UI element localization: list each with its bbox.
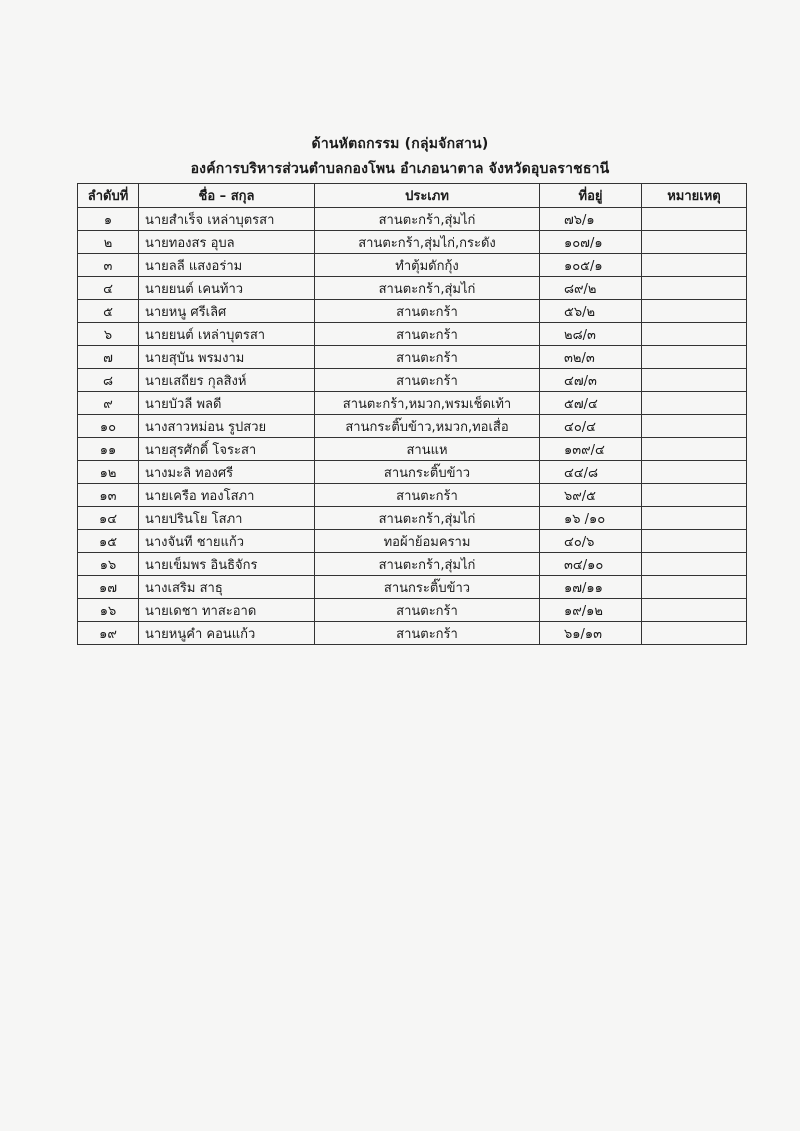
header-address: ที่อยู่ — [540, 184, 642, 208]
cell-address: ๑๙/๑๒ — [540, 599, 642, 622]
table-row — [78, 461, 747, 484]
cell-index: ๑๓ — [78, 484, 139, 507]
cell-name: นายหนูคำ คอนแก้ว — [139, 622, 315, 645]
cell-index: ๑๗ — [78, 576, 139, 599]
cell-address: ๑๖ /๑๐ — [540, 507, 642, 530]
table-row — [78, 254, 747, 277]
document-subtitle: องค์การบริหารส่วนตำบลกองโพน อำเภอนาตาล จังหวัดอุบลราชธานี — [190, 161, 610, 177]
table-row — [78, 438, 747, 461]
cell-type: สานตะกร้า,สุ่มไก่ — [315, 553, 540, 576]
header-type: ประเภท — [315, 184, 540, 208]
cell-address: ๔๐/๖ — [540, 530, 642, 553]
cell-address: ๗๖/๑ — [540, 208, 642, 231]
cell-note — [642, 208, 747, 231]
table-row — [78, 599, 747, 622]
table-row — [78, 415, 747, 438]
cell-index: ๕ — [78, 300, 139, 323]
cell-name: นายบัวลี พลดี — [139, 392, 315, 415]
cell-type: สานกระติ๊บข้าว — [315, 461, 540, 484]
cell-note — [642, 369, 747, 392]
cell-index: ๖ — [78, 323, 139, 346]
table-row — [78, 553, 747, 576]
cell-index: ๑๖ — [78, 553, 139, 576]
cell-name: นายสุรศักดิ์ โจระสา — [139, 438, 315, 461]
cell-type: สานตะกร้า — [315, 323, 540, 346]
cell-name: นายหนู ศรีเลิศ — [139, 300, 315, 323]
cell-type: สานกระติ๊บข้าว — [315, 576, 540, 599]
header-note: หมายเหตุ — [642, 184, 747, 208]
cell-address: ๑๐๗/๑ — [540, 231, 642, 254]
cell-type: สานตะกร้า — [315, 346, 540, 369]
cell-note — [642, 231, 747, 254]
table-row — [78, 231, 747, 254]
cell-index: ๒ — [78, 231, 139, 254]
cell-address: ๑๐๕/๑ — [540, 254, 642, 277]
cell-type: สานตะกร้า — [315, 622, 540, 645]
cell-note — [642, 300, 747, 323]
cell-index: ๑๐ — [78, 415, 139, 438]
cell-name: นายเสถียร กุลสิงห์ — [139, 369, 315, 392]
cell-type: สานตะกร้า — [315, 599, 540, 622]
cell-name: นายปรินโย โสภา — [139, 507, 315, 530]
table-row — [78, 346, 747, 369]
cell-index: ๑๒ — [78, 461, 139, 484]
document-title: ด้านหัตถกรรม (กลุ่มจักสาน) — [311, 136, 489, 152]
cell-address: ๕๗/๔ — [540, 392, 642, 415]
cell-address: ๑๓๙/๔ — [540, 438, 642, 461]
table-header-row — [78, 184, 747, 208]
cell-address: ๖๙/๕ — [540, 484, 642, 507]
cell-name: นายยนต์ เคนท้าว — [139, 277, 315, 300]
table-row — [78, 530, 747, 553]
cell-note — [642, 599, 747, 622]
cell-type: ทอผ้าย้อมคราม — [315, 530, 540, 553]
table-row — [78, 507, 747, 530]
cell-note — [642, 415, 747, 438]
cell-note — [642, 323, 747, 346]
cell-note — [642, 254, 747, 277]
cell-index: ๑๙ — [78, 622, 139, 645]
cell-type: สานตะกร้า — [315, 484, 540, 507]
table-row — [78, 576, 747, 599]
cell-name: นายทองสร อุบล — [139, 231, 315, 254]
header-name: ชื่อ – สกุล — [139, 184, 315, 208]
cell-name: นายลลี แสงอร่าม — [139, 254, 315, 277]
cell-index: ๓ — [78, 254, 139, 277]
cell-note — [642, 461, 747, 484]
cell-note — [642, 530, 747, 553]
cell-name: นางมะลิ ทองศรี — [139, 461, 315, 484]
cell-address: ๓๔/๑๐ — [540, 553, 642, 576]
cell-note — [642, 392, 747, 415]
header-index: ลำดับที่ — [78, 184, 139, 208]
cell-index: ๗ — [78, 346, 139, 369]
cell-address: ๔๔/๘ — [540, 461, 642, 484]
cell-address: ๘๙/๒ — [540, 277, 642, 300]
cell-type: สานตะกร้า,สุ่มไก่ — [315, 277, 540, 300]
table-row — [78, 300, 747, 323]
cell-type: สานตะกร้า,สุ่มไก่,กระดัง — [315, 231, 540, 254]
table-row — [78, 208, 747, 231]
cell-name: นางจันที ชายแก้ว — [139, 530, 315, 553]
cell-name: นายเครือ ทองโสภา — [139, 484, 315, 507]
table-row — [78, 484, 747, 507]
cell-address: ๔๐/๔ — [540, 415, 642, 438]
cell-name: นางเสริม สาธุ — [139, 576, 315, 599]
cell-address: ๖๑/๑๓ — [540, 622, 642, 645]
cell-name: นางสาวหม่อน รูปสวย — [139, 415, 315, 438]
cell-index: ๔ — [78, 277, 139, 300]
cell-note — [642, 507, 747, 530]
cell-name: นายยนต์ เหล่าบุตรสา — [139, 323, 315, 346]
table-row — [78, 277, 747, 300]
cell-note — [642, 346, 747, 369]
cell-index: ๑๑ — [78, 438, 139, 461]
cell-index: ๑๔ — [78, 507, 139, 530]
cell-index: ๙ — [78, 392, 139, 415]
cell-address: ๑๗/๑๑ — [540, 576, 642, 599]
cell-type: สานตะกร้า — [315, 369, 540, 392]
table-row — [78, 392, 747, 415]
cell-index: ๑ — [78, 208, 139, 231]
cell-type: ทำตุ้มดักกุ้ง — [315, 254, 540, 277]
cell-address: ๒๘/๓ — [540, 323, 642, 346]
cell-index: ๑๖ — [78, 599, 139, 622]
cell-name: นายสุบัน พรมงาม — [139, 346, 315, 369]
cell-note — [642, 484, 747, 507]
cell-note — [642, 622, 747, 645]
cell-type: สานตะกร้า,สุ่มไก่ — [315, 507, 540, 530]
cell-note — [642, 277, 747, 300]
cell-address: ๓๒/๓ — [540, 346, 642, 369]
cell-type: สานตะกร้า,สุ่มไก่ — [315, 208, 540, 231]
cell-note — [642, 576, 747, 599]
cell-name: นายสำเร็จ เหล่าบุตรสา — [139, 208, 315, 231]
table-row — [78, 323, 747, 346]
table-row — [78, 622, 747, 645]
cell-name: นายเข็มพร อินธิจักร — [139, 553, 315, 576]
cell-type: สานกระติ๊บข้าว,หมวก,ทอเสื่อ — [315, 415, 540, 438]
table-row — [78, 369, 747, 392]
cell-type: สานแห — [315, 438, 540, 461]
cell-type: สานตะกร้า — [315, 300, 540, 323]
cell-name: นายเดชา ทาสะอาด — [139, 599, 315, 622]
cell-type: สานตะกร้า,หมวก,พรมเช็ดเท้า — [315, 392, 540, 415]
cell-address: ๕๖/๒ — [540, 300, 642, 323]
artisan-table — [77, 183, 747, 645]
cell-index: ๘ — [78, 369, 139, 392]
cell-index: ๑๕ — [78, 530, 139, 553]
cell-note — [642, 553, 747, 576]
cell-note — [642, 438, 747, 461]
cell-address: ๔๗/๓ — [540, 369, 642, 392]
